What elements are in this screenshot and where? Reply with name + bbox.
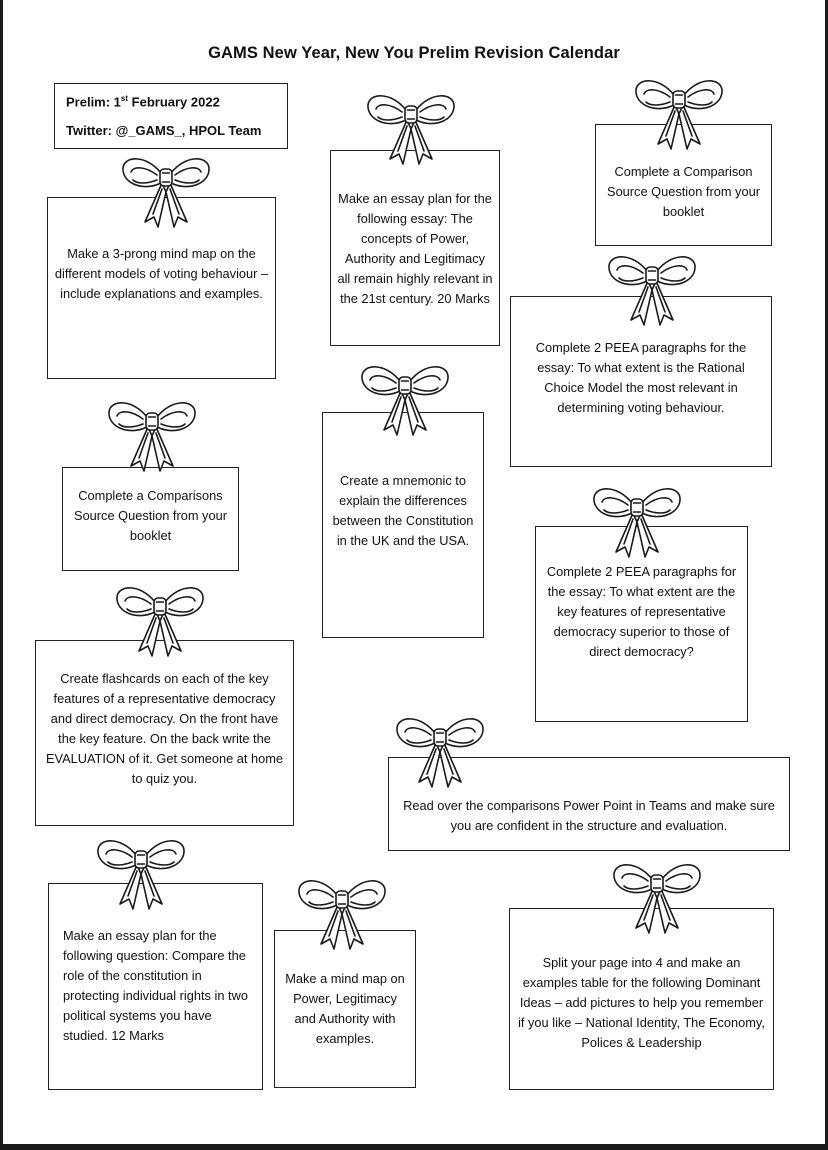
task-card-comparisons-source	[62, 467, 239, 571]
task-text: Read over the comparisons Power Point in Teams and make sure you are confident in the structure and evaluation.	[403, 798, 775, 833]
ribbon-bow-icon	[634, 78, 724, 156]
task-text: Complete 2 PEEA paragraphs for the essay: To what extent are the key features of representative democracy superior to those of direct democracy?	[546, 564, 737, 659]
ribbon-bow-icon	[121, 156, 211, 234]
task-text: Create a mnemonic to explain the differences between the Constitution in the UK and the USA.	[332, 473, 474, 548]
ribbon-bow-icon	[366, 93, 456, 171]
task-card-power-essay-plan	[330, 150, 500, 346]
task-text: Make an essay plan for the following essay: The concepts of Power, Authority and Legitimacy all remain highly relevant in the 21st century. 20 Marks	[337, 191, 493, 306]
task-text: Complete 2 PEEA paragraphs for the essay: To what extent is the Rational Choice Model the most relevant in determining voting behaviour.	[535, 340, 747, 415]
task-text: Split your page into 4 and make an examples table for the following Dominant Ideas – add pictures to help you remember if you like – National Identity, The Economy, Polices & Leadership	[518, 955, 765, 1050]
ribbon-bow-icon	[395, 716, 485, 794]
task-text: Create flashcards on each of the key features of a representative democracy and direct democracy. On the front have the key feature. On the back write the EVALUATION of it. Get someone at home to quiz you.	[45, 671, 284, 786]
prelim-date: February 2022	[128, 94, 220, 110]
task-text: Complete a Comparison Source Question from your booklet	[607, 164, 760, 219]
task-text: Make a 3-prong mind map on the different models of voting behaviour – include explanations and examples.	[54, 246, 269, 301]
page-title: GAMS New Year, New You Prelim Revision Calendar	[208, 44, 620, 62]
task-card-democracy-flashcards	[35, 640, 294, 826]
prelim-date-line	[66, 94, 220, 109]
ribbon-bow-icon	[297, 878, 387, 956]
task-text: Complete a Comparisons Source Question from your booklet	[74, 488, 227, 543]
ribbon-bow-icon	[360, 364, 450, 442]
task-text: Make a mind map on Power, Legitimacy and Authority with examples.	[285, 971, 405, 1046]
ribbon-bow-icon	[96, 838, 186, 916]
twitter-handle: Twitter: @_GAMS_, HPOL Team	[66, 123, 262, 138]
prelim-info-box	[54, 83, 288, 149]
prelim-ordinal: st	[120, 94, 129, 103]
task-card-constitution-mnemonic	[322, 412, 484, 638]
ribbon-bow-icon	[607, 254, 697, 332]
ribbon-bow-icon	[107, 400, 197, 478]
ribbon-bow-icon	[592, 486, 682, 564]
ribbon-bow-icon	[612, 862, 702, 940]
ribbon-bow-icon	[115, 585, 205, 663]
task-text: Make an essay plan for the following question: Compare the role of the constitution in protecting individual rights in two political systems you have studied. 12 Marks	[63, 928, 248, 1043]
prelim-label: Prelim: 1	[66, 94, 121, 110]
